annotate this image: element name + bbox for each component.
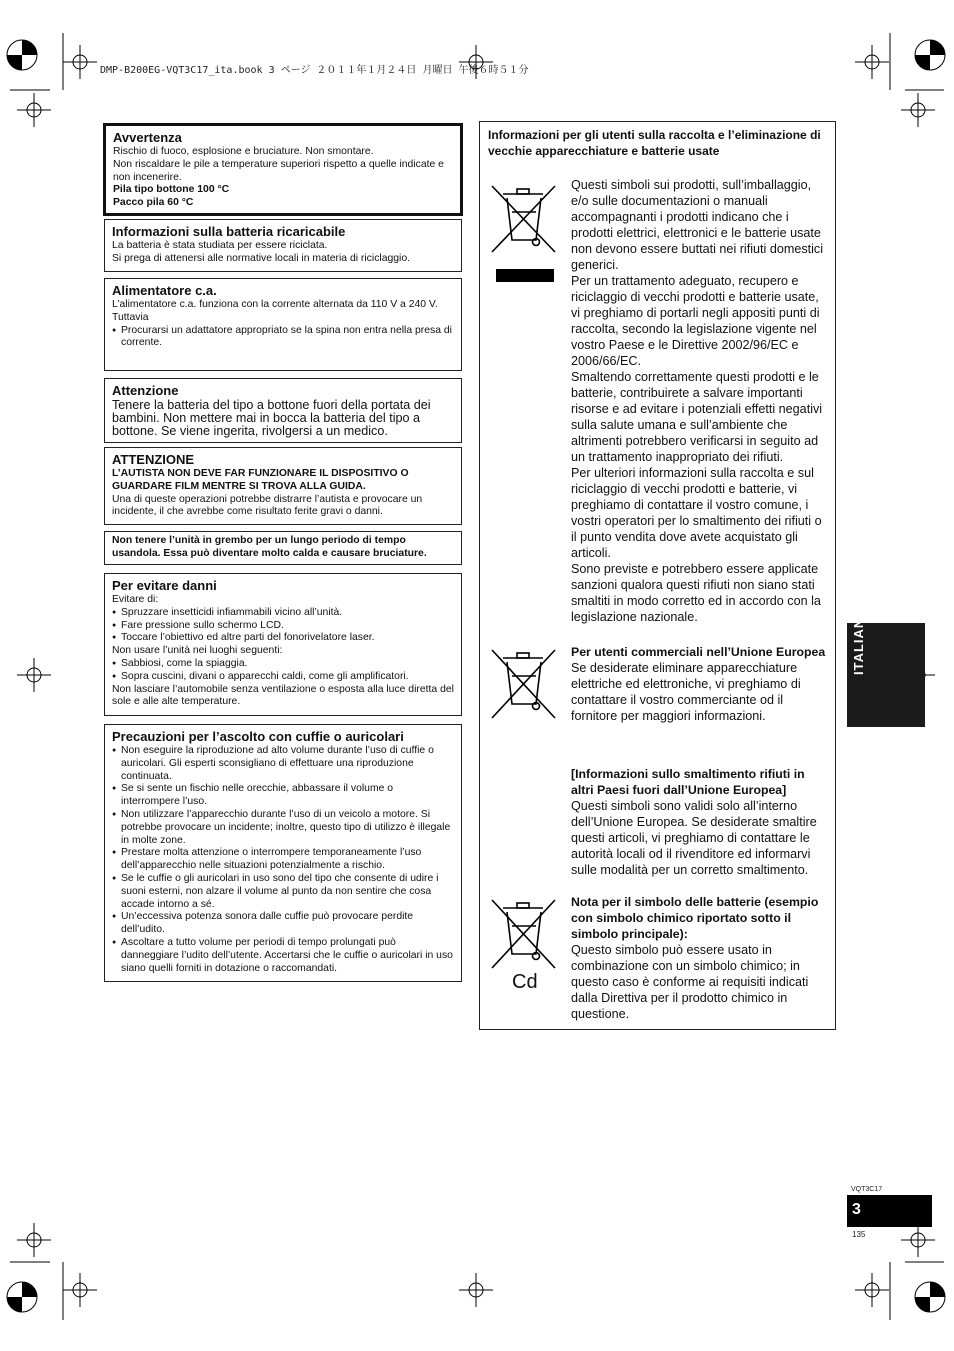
language-tab-label: ITALIANO <box>851 606 866 675</box>
weee-paragraph: Per un trattamento adeguato, recupero e riciclaggio di vecchi prodotti e batterie usate, vi preghiamo di portarli negli appositi punti di raccolta, secondo la legislazione vigente nel vostro Paese e le Direttive 2002/96/EC e 2006/66/EC. <box>571 274 820 368</box>
registration-mark-icon <box>63 1273 97 1307</box>
weee-paragraphs <box>571 177 827 625</box>
cuffie-bullet: ● Non eseguire la riproduzione ad alto volume durante l’uso di cuffie o auricolari. Gli esperti sconsigliano di effettuare una riproduzione continuata. <box>112 745 454 783</box>
altri-paesi-text: Questi simboli sono validi solo all’interno dell’Unione Europea. Se desiderate smaltire questi articoli, vi preghiamo di contattare le autorità locali od il rivenditore ed informarvi sulle modalità per un corretto smaltimento. <box>571 799 817 877</box>
language-tab <box>847 606 925 727</box>
cuffie-bullet: ● Un’eccessiva potenza sonora dalle cuffie può provocare perdite dell’udito. <box>112 911 454 937</box>
cuffie-box <box>104 724 462 982</box>
attenzione-guida-title: ATTENZIONE <box>112 452 195 467</box>
registration-mark-icon <box>459 1273 493 1307</box>
cuffie-bullet: ● Se si sente un fischio nelle orecchie, abbassare il volume o interrompere l’uso. <box>112 783 454 809</box>
avvertenza-line: Rischio di fuoco, esplosione e bruciature. Non smontare. <box>113 146 374 157</box>
avvertenza-bold: Pacco pila 60 °C <box>113 197 194 209</box>
alimentatore-line: L’alimentatore c.a. funziona con la corrente alternata da 110 V a 240 V. <box>112 299 438 310</box>
avvertenza-line: Non riscaldare le pile a temperature superiori rispetto a quelle indicate e non incenerire. <box>113 158 444 183</box>
nota-batterie-title: Nota per il simbolo delle batterie (esempio con simbolo chimico riportato sotto il simbolo principale): <box>571 895 819 941</box>
danni-bullet: ● Sopra cuscini, divani o apparecchi caldi, come gli amplificatori. <box>112 671 454 684</box>
cuffie-title: Precauzioni per l’ascolto con cuffie o auricolari <box>112 729 404 744</box>
corner-target-icon <box>915 40 945 70</box>
weee-paragraph: Per ulteriori informazioni sulla raccolta e sul riciclaggio di vecchi prodotti e batterie, vi preghiamo di contattare il vostro comune, i vostri operatori per lo smaltimento dei rifiuti o il punto vendita dove avete acquistato gli articoli. <box>571 466 822 560</box>
registration-mark-icon <box>17 1223 51 1257</box>
weee-paragraph: Smaltendo correttamente questi prodotti e le batterie, contribuirete a salvare importanti risorse e ad evitare i potenziali effetti negativi sulla salute umana e sull’ambiente che altrimenti potrebbero verificarsi in seguito ad un trattamento inappropriato dei rifiuti. <box>571 370 823 464</box>
nota-batterie-section <box>571 894 827 1022</box>
registration-mark-icon <box>63 45 97 79</box>
danni-bullet: ● Spruzzare insetticidi infiammabili vicino all’unità. <box>112 607 454 620</box>
avvertenza-bold: Pila tipo bottone 100 °C <box>113 184 230 196</box>
batteria-box <box>104 219 462 272</box>
altri-paesi-title: [Informazioni sullo smaltimento rifiuti in altri Paesi fuori dall’Unione Europea] <box>571 767 805 797</box>
page-number: 3 <box>852 1201 861 1218</box>
danni-box <box>104 573 462 716</box>
cuffie-bullet: ● Non utilizzare l’apparecchio durante l’uso di un veicolo a motore. Si potrebbe provocare un incidente; inoltre, questo tipo di utilizzo è illegale in molte zone. <box>112 809 454 847</box>
crossed-bin-icon <box>489 180 561 285</box>
danni-bullet: ● Sabbiosi, come la spiaggia. <box>112 658 454 671</box>
registration-mark-icon <box>459 45 493 79</box>
commerciali-section <box>571 644 827 724</box>
weee-title: Informazioni per gli utenti sulla raccolta e l’eliminazione di vecchie apparecchiature e batterie usate <box>488 128 821 158</box>
nota-batterie-text: Questo simbolo può essere usato in combinazione con un simbolo chimico; in questo caso è conforme ai requisiti indicati dalla Direttiva per il prodotto chimico in questione. <box>571 943 809 1021</box>
corner-target-icon <box>7 1282 37 1312</box>
attenzione-text: Tenere la batteria del tipo a bottone fuori della portata dei bambini. Non mettere mai in bocca la batteria del tipo a bottone. Se viene ingerita, rivolgersi a un medico. <box>112 398 431 438</box>
registration-mark-icon <box>901 1223 935 1257</box>
weee-paragraph: Questi simboli sui prodotti, sull’imballaggio, e/o sulle documentazioni o manuali accompagnanti i prodotti indicano che i prodotti elettrici, elettronici e le batterie usate non devono essere buttati nei rifiuti domestici generici. <box>571 178 824 272</box>
page-number-box <box>847 1195 932 1227</box>
danni-bullet: ● Fare pressione sullo schermo LCD. <box>112 620 454 633</box>
cuffie-bullet: ● Ascoltare a tutto volume per periodi di tempo prolungati può danneggiare l’udito dell’utente. Accertarsi che le cuffie o auricolari in uso siano quelli forniti in dotazione o raccomandati. <box>112 937 454 975</box>
danni-line: Evitare di: <box>112 594 159 605</box>
alimentatore-bullet: ● Procurarsi un adattatore appropriato se la spina non entra nella presa di corrente. <box>112 325 454 351</box>
chemical-symbol: Cd <box>512 971 538 993</box>
altri-paesi-section <box>571 766 827 878</box>
cuffie-bullet: ● Prestare molta attenzione o interrompere temporaneamente l’uso dell’apparecchio nelle situazioni potenzialmente a rischio. <box>112 847 454 873</box>
attenzione-title: Attenzione <box>112 383 179 398</box>
registration-mark-icon <box>17 658 51 692</box>
attenzione-guida-bold: L’AUTISTA NON DEVE FAR FUNZIONARE IL DISPOSITIVO O GUARDARE FILM MENTRE SI TROVA ALLA GUIDA. <box>112 468 409 492</box>
registration-mark-icon <box>855 45 889 79</box>
corner-target-icon <box>915 1282 945 1312</box>
crossed-bin-icon <box>489 646 561 722</box>
registration-mark-icon <box>901 93 935 127</box>
danni-bullet: ● Toccare l’obiettivo ed altre parti del fonorivelatore laser. <box>112 632 454 645</box>
attenzione-guida-box <box>104 447 462 525</box>
avvertenza-title: Avvertenza <box>113 130 182 145</box>
crossed-bin-battery-icon <box>489 896 561 972</box>
attenzione-box <box>104 378 462 443</box>
danni-line: Non lasciare l’automobile senza ventilazione o esposta alla luce diretta del sole e alle alte temperature. <box>112 683 454 708</box>
commerciali-text: Se desiderate eliminare apparecchiature elettriche ed elettroniche, vi preghiamo di contattare il vostro commerciante od il fornitore per maggiori informazioni. <box>571 661 801 723</box>
batteria-title: Informazioni sulla batteria ricaricabile <box>112 224 346 239</box>
alimentatore-box <box>104 278 462 371</box>
registration-mark-icon <box>17 93 51 127</box>
total-page-number: 135 <box>852 1230 866 1239</box>
batteria-line: Si prega di attenersi alle normative locali in materia di riciclaggio. <box>112 252 411 264</box>
danni-title: Per evitare danni <box>112 578 217 593</box>
corner-target-icon <box>7 40 37 70</box>
commerciali-title: Per utenti commerciali nell’Unione Europea <box>571 645 826 659</box>
alimentatore-line: Tuttavia <box>112 311 149 323</box>
danni-line: Non usare l’unità nei luoghi seguenti: <box>112 645 283 657</box>
alimentatore-title: Alimentatore c.a. <box>112 283 217 298</box>
avvertenza-box <box>103 123 463 216</box>
attenzione-guida-text: Una di queste operazioni potrebbe distrarre l’autista e provocare un incidente, il che avrebbe come risultato ferite gravi o danni. <box>112 493 423 518</box>
grembo-text: Non tenere l’unità in grembo per un lungo periodo di tempo usandola. Essa può diventare molto calda e causare bruciature. <box>112 535 427 559</box>
cuffie-bullet: ● Se le cuffie o gli auricolari in uso sono del tipo che consente di udire i suoni esterni, non alzare il volume al punto da non sentire che cosa accade intorno a sé. <box>112 873 454 911</box>
batteria-line: La batteria è stata studiata per essere riciclata. <box>112 240 328 251</box>
book-header: DMP-B200EG-VQT3C17_ita.book 3 ページ ２０１１年１月２４日 月曜日 午後６時５１分 <box>100 65 529 76</box>
grembo-box <box>104 531 462 565</box>
registration-mark-icon <box>855 1273 889 1307</box>
document-code: VQT3C17 <box>851 1186 883 1193</box>
weee-paragraph: Sono previste e potrebbero essere applicate sanzioni qualora questi rifiuti non siano stati smaltiti in modo corretto ed in accordo con la legislazione nazionale. <box>571 562 821 624</box>
